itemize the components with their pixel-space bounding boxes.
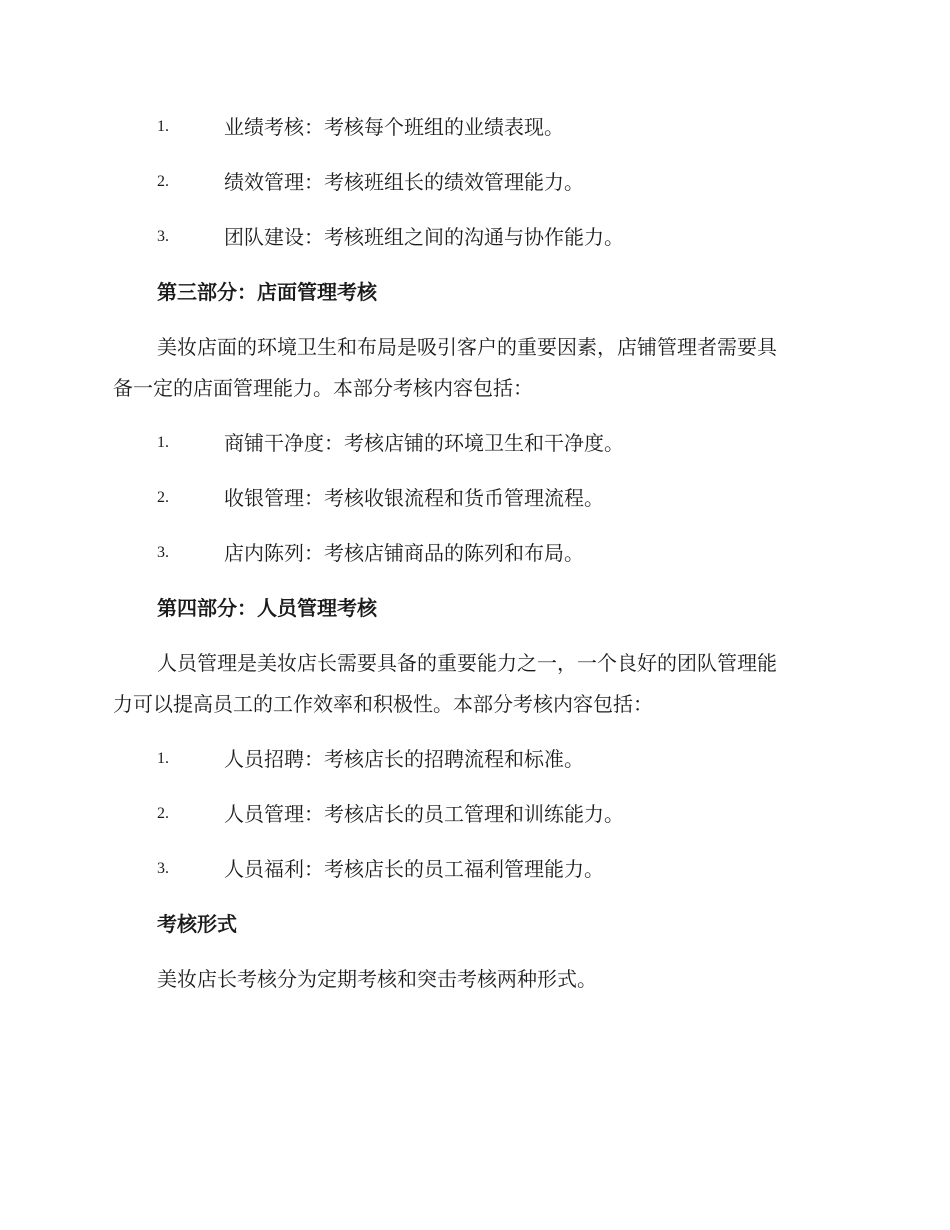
paragraph-line: 美妆店面的环境卫生和布局是吸引客户的重要因素，店铺管理者需要具 (157, 335, 777, 359)
list-item (0, 111, 950, 143)
list-item (0, 798, 950, 830)
paragraph-line: 美妆店长考核分为定期考核和突击考核两种形式。 (157, 967, 597, 991)
list-item (0, 166, 950, 198)
list-number: 3. (157, 860, 169, 877)
list-item (0, 537, 950, 569)
list-text: 业绩考核：考核每个班组的业绩表现。 (224, 115, 564, 139)
paragraph-line: 力可以提高员工的工作效率和积极性。本部分考核内容包括： (113, 692, 653, 716)
list-number: 1. (157, 434, 169, 451)
list-number: 2. (157, 489, 169, 506)
list-number: 1. (157, 750, 169, 767)
list-text: 绩效管理：考核班组长的绩效管理能力。 (224, 170, 584, 194)
list-text: 团队建设：考核班组之间的沟通与协作能力。 (224, 225, 624, 249)
section-heading: 第三部分：店面管理考核 (157, 280, 377, 304)
list-number: 3. (157, 228, 169, 245)
paragraph-line: 人员管理是美妆店长需要具备的重要能力之一，一个良好的团队管理能 (157, 651, 777, 675)
list-number: 2. (157, 173, 169, 190)
list-text: 人员招聘：考核店长的招聘流程和标准。 (224, 747, 584, 771)
list-item (0, 743, 950, 775)
list-item (0, 482, 950, 514)
list-number: 2. (157, 805, 169, 822)
list-number: 1. (157, 118, 169, 135)
list-item (0, 853, 950, 885)
list-number: 3. (157, 544, 169, 561)
section-heading: 考核形式 (157, 912, 237, 936)
list-item (0, 221, 950, 253)
section-heading: 第四部分：人员管理考核 (157, 596, 377, 620)
paragraph-line: 备一定的店面管理能力。本部分考核内容包括： (113, 376, 533, 400)
list-item (0, 427, 950, 459)
list-text: 人员管理：考核店长的员工管理和训练能力。 (224, 802, 624, 826)
list-text: 店内陈列：考核店铺商品的陈列和布局。 (224, 541, 584, 565)
list-text: 收银管理：考核收银流程和货币管理流程。 (224, 486, 604, 510)
list-text: 人员福利：考核店长的员工福利管理能力。 (224, 857, 604, 881)
list-text: 商铺干净度：考核店铺的环境卫生和干净度。 (224, 431, 624, 455)
